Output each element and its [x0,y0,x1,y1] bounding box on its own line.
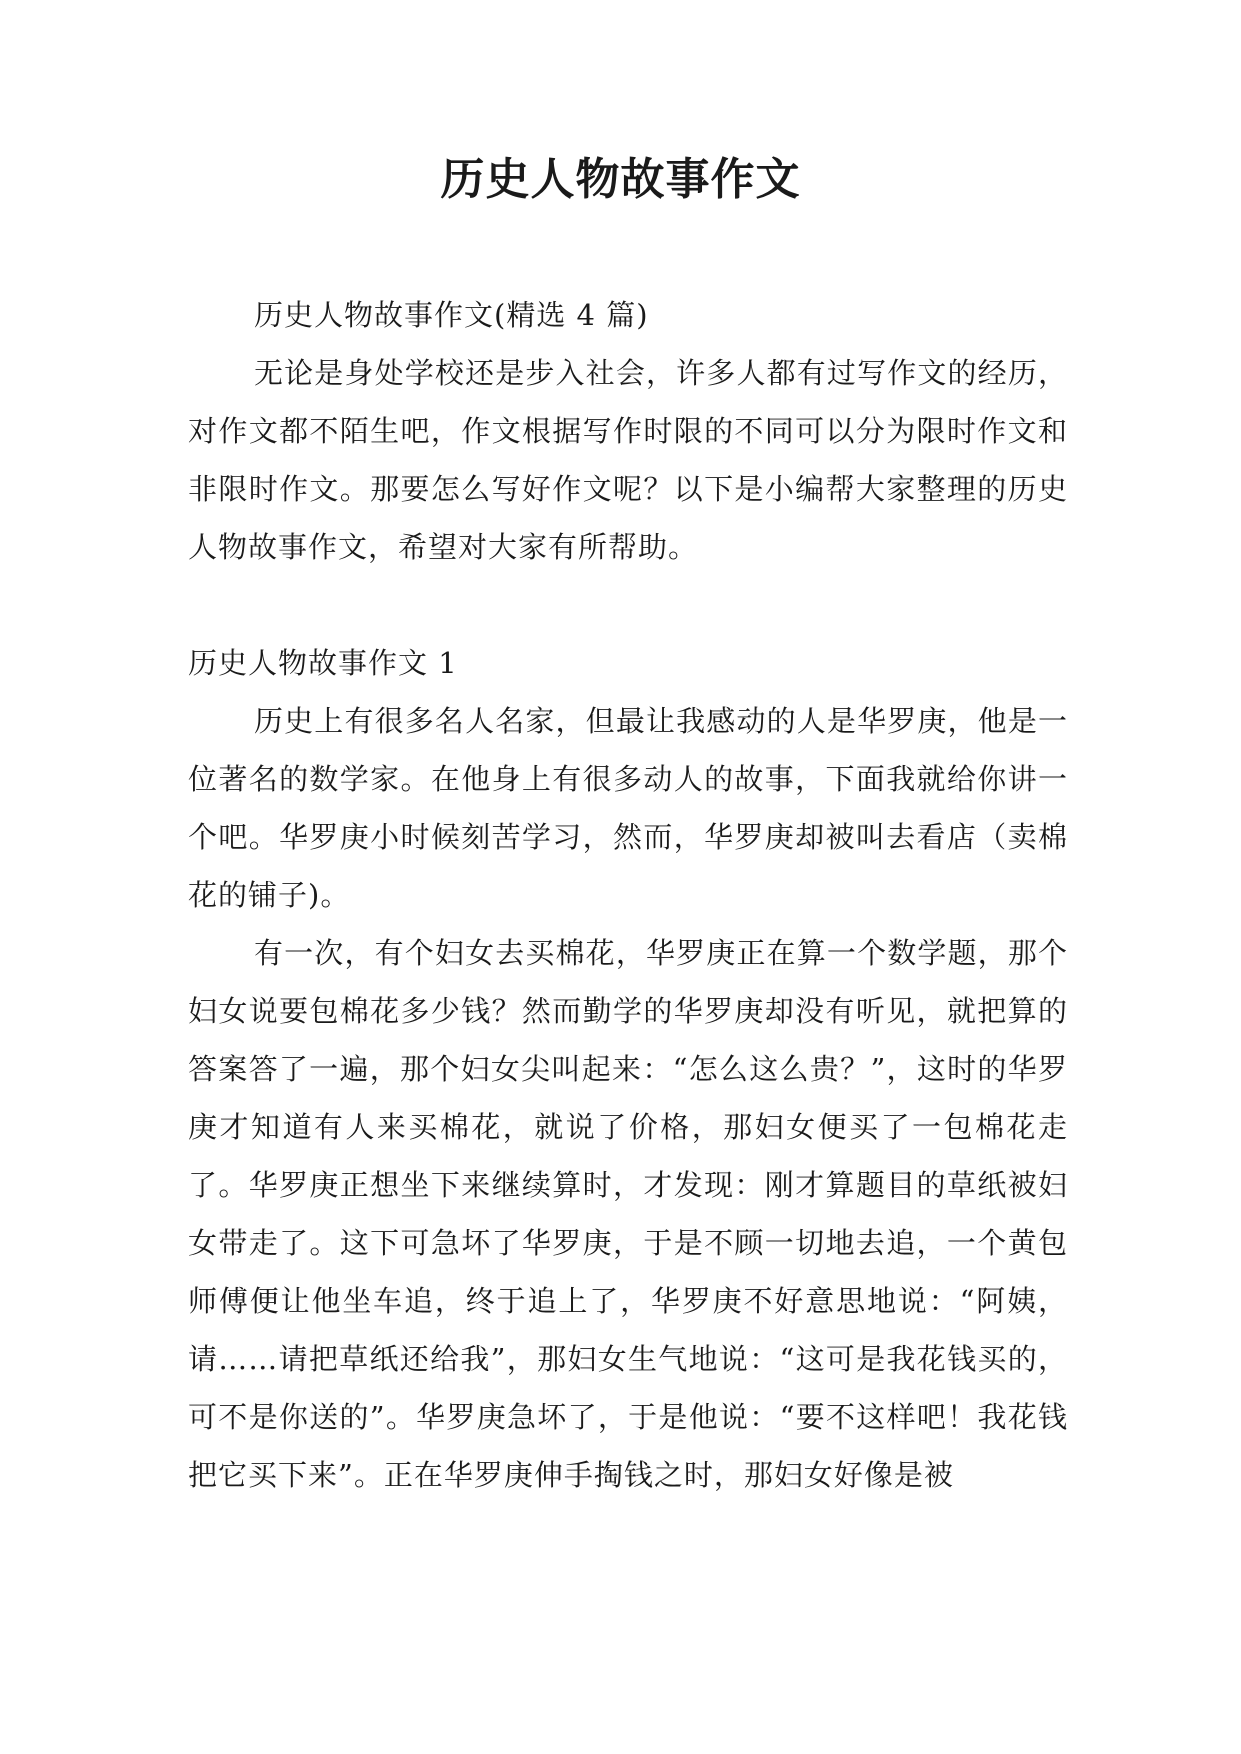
body-paragraph: 有一次，有个妇女去买棉花，华罗庚正在算一个数学题，那个妇女说要包棉花多少钱？然而勤学的华罗庚却没有听见，就把算的答案答了一遍，那个妇女尖叫起来：“怎么这么贵？”，这时的华罗庚才知道有人来买棉花，就说了价格，那妇女便买了一包棉花走了。华罗庚正想坐下来继续算时，才发现：刚才算题目的草纸被妇女带走了。这下可急坏了华罗庚，于是不顾一切地去追，一个黄包师傅便让他坐车追，终于追上了，华罗庚不好意思地说：“阿姨，请……请把草纸还给我”，那妇女生气地说：“这可是我花钱买的，可不是你送的”。华罗庚急坏了，于是他说：“要不这样吧！我花钱把它买下来”。正在华罗庚伸手掏钱之时，那妇女好像是被 [188,936,1068,1492]
body-paragraph: 历史上有很多名人名家，但最让我感动的人是华罗庚，他是一位著名的数学家。在他身上有很多动人的故事，下面我就给你讲一个吧。华罗庚小时候刻苦学习，然而，华罗庚却被叫去看店（卖棉花的铺子)。 [188,704,1068,912]
document-title: 历史人物故事作文 [440,154,801,205]
document-subtitle: 历史人物故事作文(精选 4 篇) [254,298,649,332]
section-heading: 历史人物故事作文 1 [188,646,458,680]
intro-paragraph: 无论是身处学校还是步入社会，许多人都有过写作文的经历，对作文都不陌生吧，作文根据写作时限的不同可以分为限时作文和非限时作文。那要怎么写好作文呢？以下是小编帮大家整理的历史人物故事作文，希望对大家有所帮助。 [188,356,1068,564]
document-body [188,286,1068,1504]
